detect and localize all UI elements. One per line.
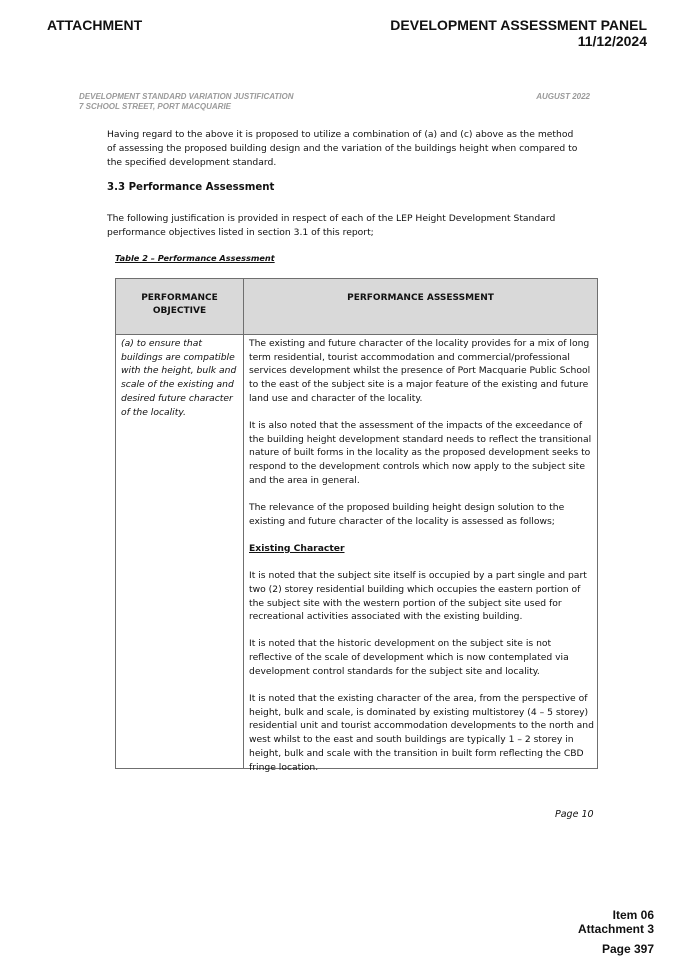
- document-date: AUGUST 2022: [536, 92, 590, 101]
- agenda-footer: [578, 908, 654, 956]
- document-address: 7 SCHOOL STREET, PORT MACQUARIE: [79, 102, 232, 111]
- column-header-objective-line2: OBJECTIVE: [152, 306, 207, 316]
- panel-date: 11/12/2024: [577, 33, 647, 49]
- performance-table: [115, 278, 598, 773]
- assessment-paragraph: The relevance of the proposed building height design solution to the existing and future character of the locality is assessed as follows;: [249, 502, 565, 527]
- table-header-row: [116, 279, 597, 335]
- attachment-label: ATTACHMENT: [47, 17, 143, 33]
- panel-title: DEVELOPMENT ASSESSMENT PANEL: [390, 17, 647, 33]
- document-subheader: [79, 92, 294, 112]
- assessment-paragraph: It is noted that the historic development on the subject site is not reflective of the scale of development which is now contemplated via development control standards for the subject site and locality.: [249, 638, 569, 677]
- existing-character-subheading: Existing Character: [249, 542, 345, 554]
- panel-header: [390, 17, 647, 49]
- intro-paragraph: Having regard to the above it is proposed to utilize a combination of (a) and (c) above as the method of assessing the proposed building design and the variation of the buildings height when compared to the specified development standard.: [107, 129, 578, 168]
- document-title: DEVELOPMENT STANDARD VARIATION JUSTIFICATION: [79, 92, 294, 101]
- footer-page: Page 397: [601, 942, 654, 956]
- assessment-paragraph: It is noted that the existing character of the area, from the perspective of height, bulk and scale, is dominated by existing multistorey (4 – 5 storey) residential unit and tourist accommodation developments to the north and west whilst to the east and south buildings are typically 1 – 2 storey in height, bulk and scale with the transition in built form reflecting the CBD fringe location.: [249, 693, 594, 773]
- assessment-cell: [249, 337, 595, 788]
- objective-cell: (a) to ensure that buildings are compatible with the height, bulk and scale of the existing and desired future character of the locality.: [121, 338, 237, 418]
- section-paragraph: The following justification is provided in respect of each of the LEP Height Development Standard performance objectives listed in section 3.1 of this report;: [107, 213, 556, 238]
- footer-item: Item 06: [612, 908, 654, 922]
- section-heading: 3.3 Performance Assessment: [107, 182, 275, 193]
- column-divider: [243, 279, 244, 768]
- document-page-number: Page 10: [555, 809, 594, 820]
- table-caption: Table 2 – Performance Assessment: [115, 253, 275, 263]
- assessment-paragraph: The existing and future character of the locality provides for a mix of long term residential, tourist accommodation and commercial/professional services development whilst the presence of Port Macquarie Public School to the east of the subject site is a major feature of the existing and future land use and character of the locality.: [249, 338, 591, 404]
- column-header-objective-line1: PERFORMANCE: [141, 293, 218, 303]
- assessment-paragraph: It is also noted that the assessment of the impacts of the exceedance of the building height development standard needs to reflect the transitional nature of built forms in the locality as the proposed development seeks to respond to the development controls which now apply to the subject site and the area in general.: [249, 420, 592, 486]
- column-header-objective: [116, 292, 243, 318]
- assessment-paragraph: It is noted that the subject site itself is occupied by a part single and part two (2) storey residential building which occupies the eastern portion of the subject site with the western portion of the subject site used for recreational activities associated with the existing building.: [249, 570, 587, 623]
- footer-attachment: Attachment 3: [577, 922, 654, 936]
- column-header-assessment: PERFORMANCE ASSESSMENT: [347, 293, 494, 303]
